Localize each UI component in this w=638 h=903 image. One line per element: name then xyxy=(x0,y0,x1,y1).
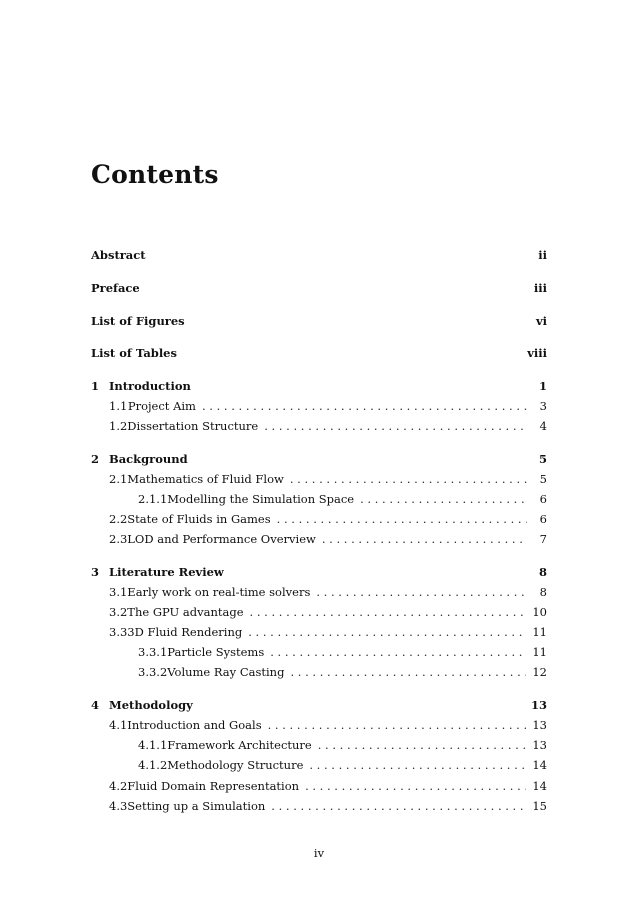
toc-number: 2.1 xyxy=(109,472,128,486)
toc-chapter-3[interactable] xyxy=(91,564,547,580)
toc-page: vi xyxy=(535,314,547,328)
toc-label: Background xyxy=(109,452,188,466)
toc-label: Literature Review xyxy=(109,565,224,579)
toc-label: Modelling the Simulation Space xyxy=(167,492,355,506)
toc-section-2-1[interactable] xyxy=(109,471,547,487)
toc-number: 3.3.1 xyxy=(138,645,168,659)
toc-label: Introduction xyxy=(109,379,191,393)
dot-leader xyxy=(270,644,526,660)
toc-page: ii xyxy=(538,248,547,262)
toc-page: 13 xyxy=(530,698,547,712)
toc-page: 12 xyxy=(532,665,547,679)
toc-page: 6 xyxy=(539,512,547,526)
toc-number: 2 xyxy=(91,452,100,466)
toc-section-3-1[interactable] xyxy=(109,584,547,600)
toc-section-1-2[interactable] xyxy=(109,418,547,434)
toc-section-4-1[interactable] xyxy=(109,717,547,733)
toc-number: 4.1 xyxy=(109,718,128,732)
page-number: iv xyxy=(313,846,325,860)
toc-page: 10 xyxy=(532,605,547,619)
toc-page: 6 xyxy=(539,492,547,506)
toc-page: 13 xyxy=(532,738,547,752)
toc-number: 3.2 xyxy=(109,605,128,619)
toc-chapter-1[interactable] xyxy=(91,378,547,394)
toc-number: 3.3.2 xyxy=(138,665,168,679)
toc-label: Early work on real-time solvers xyxy=(127,585,311,599)
toc-number: 3.3 xyxy=(109,625,128,639)
toc-chapter-4[interactable] xyxy=(91,697,547,713)
toc-label: List of Figures xyxy=(91,314,185,328)
toc-section-3-3[interactable] xyxy=(109,624,547,640)
dot-leader xyxy=(305,778,526,794)
toc-page: 14 xyxy=(532,779,547,793)
toc-number: 4.3 xyxy=(109,799,128,813)
dot-leader xyxy=(202,398,527,414)
toc-page: viii xyxy=(527,346,547,360)
toc-page: 1 xyxy=(538,379,547,393)
toc-number: 1.1 xyxy=(109,399,128,413)
toc-page: 13 xyxy=(532,718,547,732)
toc-number: 1.2 xyxy=(109,419,128,433)
toc-page: 5 xyxy=(539,472,547,486)
dot-leader xyxy=(271,798,526,814)
toc-number: 2.3 xyxy=(109,532,128,546)
toc-section-1-1[interactable] xyxy=(109,398,547,414)
dot-leader xyxy=(290,664,526,680)
toc-label: Fluid Domain Representation xyxy=(127,779,300,793)
toc-page: 4 xyxy=(539,419,547,433)
toc-label: Introduction and Goals xyxy=(127,718,262,732)
toc-number: 4 xyxy=(91,698,100,712)
toc-subsection-3-3-1[interactable] xyxy=(138,644,547,660)
dot-leader xyxy=(316,584,527,600)
toc-number: 3 xyxy=(91,565,100,579)
dot-leader xyxy=(290,471,527,487)
toc-label: Volume Ray Casting xyxy=(167,665,285,679)
toc-page: 8 xyxy=(538,565,547,579)
dot-leader xyxy=(264,418,527,434)
toc-page: 3 xyxy=(539,399,547,413)
toc-number: 2.1.1 xyxy=(138,492,168,506)
toc-page: 5 xyxy=(538,452,547,466)
toc-number: 1 xyxy=(91,379,100,393)
toc-subsection-2-1-1[interactable] xyxy=(138,491,547,507)
toc-section-3-2[interactable] xyxy=(109,604,547,620)
toc-label: State of Fluids in Games xyxy=(127,512,271,526)
dot-leader xyxy=(309,757,526,773)
dot-leader xyxy=(360,491,527,507)
toc-page: iii xyxy=(533,281,547,295)
toc-number: 3.1 xyxy=(109,585,128,599)
toc-label: Particle Systems xyxy=(167,645,265,659)
dot-leader xyxy=(322,531,527,547)
toc-section-2-2[interactable] xyxy=(109,511,547,527)
toc-entry-list-of-tables[interactable] xyxy=(91,345,547,361)
toc-number: 4.1.2 xyxy=(138,758,168,772)
toc-label: Abstract xyxy=(91,248,146,262)
toc-label: Preface xyxy=(91,281,140,295)
toc-subsection-4-1-2[interactable] xyxy=(138,757,547,773)
toc-section-4-3[interactable] xyxy=(109,798,547,814)
toc-number: 2.2 xyxy=(109,512,128,526)
toc-label: Framework Architecture xyxy=(167,738,312,752)
dot-leader xyxy=(248,624,526,640)
dot-leader xyxy=(268,717,527,733)
toc-label: Setting up a Simulation xyxy=(127,799,266,813)
toc-label: Methodology Structure xyxy=(167,758,304,772)
toc-label: Dissertation Structure xyxy=(127,419,259,433)
toc-page: 7 xyxy=(539,532,547,546)
page-title: Contents xyxy=(91,160,219,189)
toc-subsection-3-3-2[interactable] xyxy=(138,664,547,680)
toc-label: Methodology xyxy=(109,698,193,712)
toc-page: 14 xyxy=(532,758,547,772)
toc-entry-preface[interactable] xyxy=(91,280,547,296)
toc-label: Mathematics of Fluid Flow xyxy=(127,472,284,486)
dot-leader xyxy=(277,511,527,527)
toc-subsection-4-1-1[interactable] xyxy=(138,737,547,753)
toc-page: 15 xyxy=(532,799,547,813)
toc-page: 11 xyxy=(532,645,547,659)
toc-label: Project Aim xyxy=(127,399,196,413)
toc-label: LOD and Performance Overview xyxy=(127,532,316,546)
toc-label: 3D Fluid Rendering xyxy=(127,625,243,639)
toc-entry-abstract[interactable] xyxy=(91,247,547,263)
toc-number: 4.1.1 xyxy=(138,738,168,752)
toc-page: 11 xyxy=(532,625,547,639)
toc-chapter-2[interactable] xyxy=(91,451,547,467)
dot-leader xyxy=(318,737,527,753)
toc-label: The GPU advantage xyxy=(127,605,244,619)
dot-leader xyxy=(250,604,527,620)
toc-section-4-2[interactable] xyxy=(109,778,547,794)
toc-page: 8 xyxy=(539,585,547,599)
toc-section-2-3[interactable] xyxy=(109,531,547,547)
toc-number: 4.2 xyxy=(109,779,128,793)
toc-label: List of Tables xyxy=(91,346,177,360)
toc-entry-list-of-figures[interactable] xyxy=(91,313,547,329)
